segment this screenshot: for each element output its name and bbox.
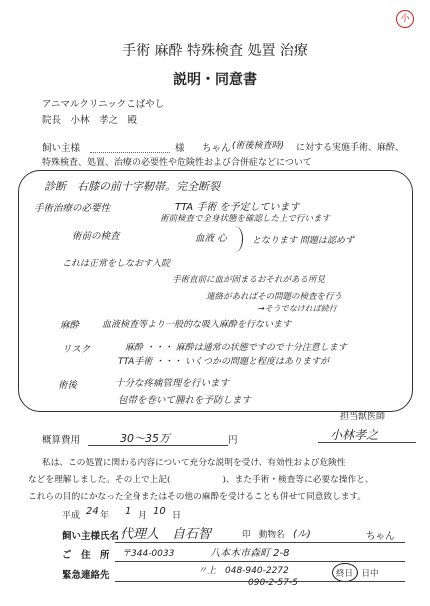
vet-label: 担当獣医師: [340, 412, 386, 422]
extra-note-1: これは正常をしなおす入院: [62, 259, 171, 269]
address-value: 八本木市森町 2-8: [210, 548, 290, 559]
vet-signature: 小林孝之: [330, 428, 379, 442]
surgery-text-2: 術前検査で全身状態を確認した上で行います: [160, 214, 331, 224]
owner-chan: ちゃん: [202, 143, 231, 154]
cost-value: 30～35万: [120, 432, 170, 445]
anesthesia-label: 麻酔: [60, 320, 80, 331]
director-name: 院長 小林 孝之 殿: [42, 115, 138, 126]
consent-line-2: などを理解しました。その上で上記( )、また手術・検査等に必要な操作と、: [28, 475, 374, 485]
pet-name-label: 印 動物名: [242, 530, 285, 540]
contact-value: 〃上 048-940-2272: [198, 566, 289, 576]
document-title: 手術 麻酔 特殊検査 処置 治療: [122, 43, 308, 59]
date-year: 24: [86, 506, 99, 517]
extra-note-3: 連絡があればその問題の検査を行う: [206, 292, 343, 302]
risk-label: リスク: [62, 344, 91, 355]
date-nen: 年: [100, 511, 110, 521]
date-hi: 日: [172, 511, 182, 521]
clinic-name: アニマルクリニックこばやし: [42, 99, 165, 110]
preop-label: 術前の検査: [72, 231, 120, 242]
postop-text-1: 十分な疼痛管理を行います: [115, 378, 230, 389]
date-month: 1: [125, 506, 132, 517]
extra-note-2: 手術直前に血が固まるおそれがある所見: [172, 275, 326, 285]
anesthesia-text: 血液検査等より一般的な吸入麻酔を行ないます: [102, 320, 292, 330]
owner-line-2: 特殊検査、処置、治療の必要性や危険性および合併症などについて: [42, 158, 312, 168]
address-postal: 〒344-0033: [122, 549, 175, 559]
contact-value-2: 090-2-57-5: [248, 578, 298, 588]
cost-label: 概算費用: [42, 435, 81, 446]
contact-option-circle: [332, 563, 358, 582]
owner-prefix: 飼い主様: [42, 143, 81, 154]
stamp-mark: 小: [396, 10, 414, 28]
owner-sign-value: 代理人 自石智: [120, 527, 212, 542]
document-subtitle: 説明・同意書: [173, 72, 257, 88]
cost-unit: 円: [228, 435, 238, 446]
owner-line-rest: に対する実施手術、麻酔、: [296, 143, 405, 153]
contact-options: 終日・日中: [336, 569, 379, 579]
pet-handwritten: (術後検査時): [232, 141, 285, 151]
date-day: 10: [153, 506, 166, 517]
address-label: ご 住 所: [62, 550, 110, 561]
postop-label: 術後: [58, 380, 78, 391]
diagnosis-text: 診断 右膝の前十字靭帯。完全断裂: [44, 180, 220, 193]
date-tsuki: 月: [138, 511, 148, 521]
date-era: 平成: [62, 511, 81, 521]
surgery-label: 手術治療の必要性: [34, 203, 111, 214]
owner-sama: 様: [175, 143, 185, 154]
contact-label: 緊急連絡先: [62, 570, 110, 581]
consent-line-1: 私は、この処置に関わる内容について充分な説明を受け、有効性および危険性: [42, 458, 346, 468]
pet-name-value: (ル): [293, 529, 311, 540]
postop-text-2: 包帯を巻いて腫れを予防します: [118, 395, 252, 406]
owner-sign-label: 飼い主様氏名: [62, 531, 120, 542]
preop-note: となります 問題は認めず: [252, 236, 354, 246]
risk-text-2: TTA手術 ・・・ いくつかの問題と程度はありますが: [118, 357, 330, 367]
owner-sign-chan: ちゃん: [366, 531, 395, 542]
extra-note-4: →そうでなければ続行: [258, 304, 337, 313]
consent-line-3: これらの目的にかなった全身またはその他の麻酔を受けることも併せて同意致します。: [28, 492, 367, 502]
risk-text-1: 麻酔 ・・・ 麻酔は通常の状態ですので十分注意します: [125, 343, 347, 353]
preop-value: 血液 心: [195, 233, 227, 244]
preop-bracket: [228, 226, 243, 252]
surgery-text-1: TTA 手術 を予定しています: [175, 202, 300, 213]
